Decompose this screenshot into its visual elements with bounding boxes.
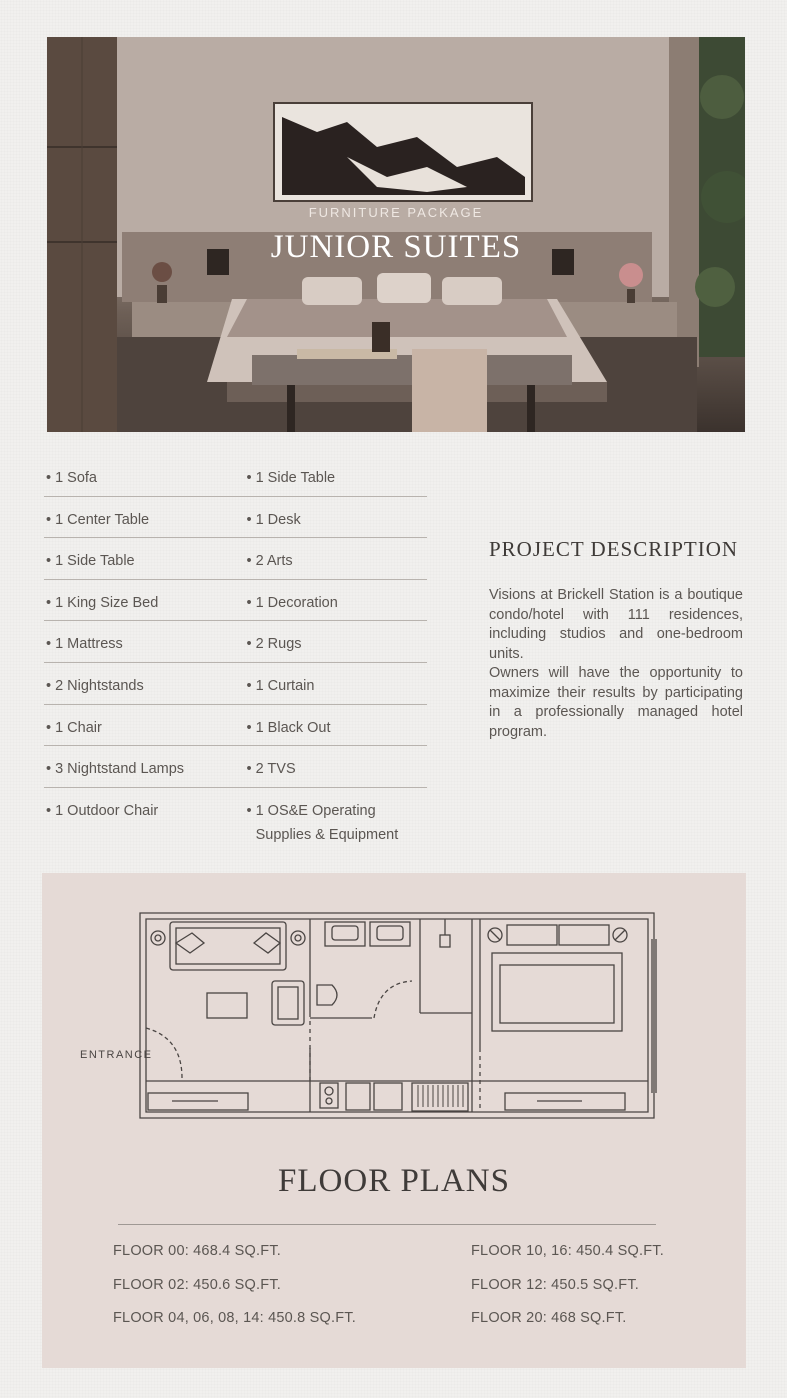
furniture-list — [44, 455, 427, 847]
furniture-item: • 1 Curtain — [246, 677, 315, 694]
hero-image — [47, 37, 745, 432]
furniture-item: • 1 Outdoor Chair — [46, 802, 159, 819]
project-description-body — [489, 586, 743, 742]
furniture-row — [44, 788, 427, 847]
furniture-row — [44, 538, 427, 580]
furniture-item: • 1 Side Table — [46, 553, 135, 570]
furniture-item: • 1 Chair — [46, 719, 102, 736]
furniture-item: • 1 King Size Bed — [46, 594, 159, 611]
project-description-title: PROJECT DESCRIPTION — [489, 537, 739, 561]
furniture-row — [44, 663, 427, 705]
furniture-item: • 2 TVS — [246, 761, 296, 778]
hero-title: JUNIOR SUITES — [270, 229, 522, 265]
furniture-row — [44, 580, 427, 622]
furniture-row — [44, 621, 427, 663]
furniture-item: • 1 Center Table — [46, 511, 150, 528]
furniture-row — [44, 455, 427, 497]
furniture-row — [44, 497, 427, 539]
floor-area-item: FLOOR 10, 16: 450.4 SQ.FT. — [471, 1243, 664, 1259]
furniture-row — [44, 746, 427, 788]
furniture-item: • 1 Decoration — [246, 594, 338, 611]
furniture-item: • 2 Rugs — [246, 636, 302, 653]
furniture-item: • 1 Side Table — [246, 470, 336, 486]
entrance-label: ENTRANCE — [80, 1049, 153, 1061]
furniture-item: • 2 Nightstands — [46, 677, 144, 694]
floor-area-item: FLOOR 20: 468 SQ.FT. — [471, 1310, 627, 1326]
floor-plan-drawing — [42, 873, 746, 1368]
floor-area-item: FLOOR 04, 06, 08, 14: 450.8 SQ.FT. — [113, 1310, 356, 1326]
floor-plans-divider — [118, 1224, 656, 1225]
furniture-item: • 1 OS&E Operating Supplies & Equipment — [246, 802, 399, 843]
floor-area-item: FLOOR 02: 450.6 SQ.FT. — [113, 1277, 281, 1293]
furniture-item: • 1 Mattress — [46, 636, 123, 653]
furniture-item: • 1 Sofa — [46, 470, 97, 486]
furniture-item: • 1 Desk — [246, 511, 301, 528]
floor-plans-title: FLOOR PLANS — [278, 1163, 510, 1199]
hero-subtitle: FURNITURE PACKAGE — [308, 205, 484, 220]
furniture-row — [44, 705, 427, 747]
furniture-item: • 2 Arts — [246, 553, 293, 570]
floor-area-item: FLOOR 00: 468.4 SQ.FT. — [113, 1243, 281, 1259]
project-paragraph: Visions at Brickell Station is a boutique condo/hotel with 111 residences, including studios and one-bedroom units. — [489, 587, 743, 662]
project-paragraph: Owners will have the opportunity to maximize their results by participating in a professionally managed hotel program. — [489, 665, 743, 740]
floor-area-item: FLOOR 12: 450.5 SQ.FT. — [471, 1277, 639, 1293]
furniture-item: • 3 Nightstand Lamps — [46, 761, 185, 778]
floor-plan-panel — [42, 873, 746, 1368]
furniture-item: • 1 Black Out — [246, 719, 331, 736]
